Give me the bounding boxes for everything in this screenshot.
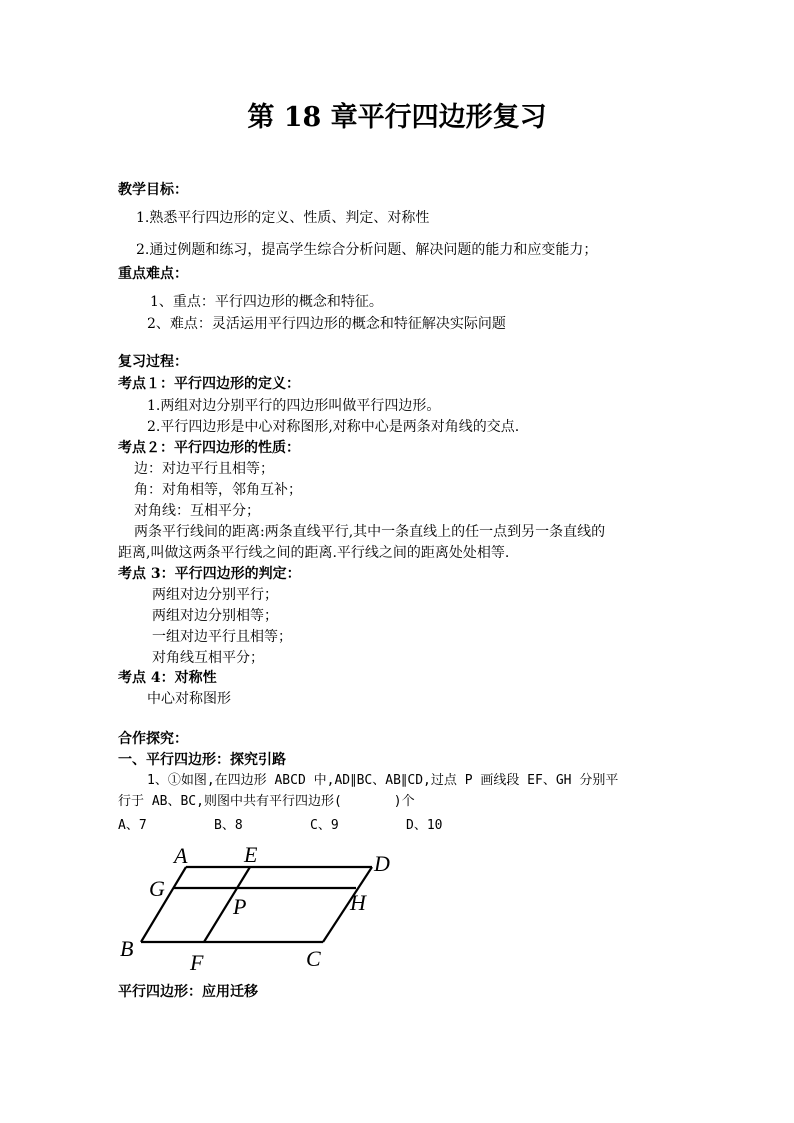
keypoint-item: 2、难点：灵活运用平行四边形的概念和特征解决实际问题 — [147, 316, 506, 332]
question-line: 1、①如图,在四边形 ABCD 中,AD∥BC、AB∥CD,过点 P 画线段 EF、GH 分别平 — [147, 773, 619, 788]
point2-item: 角：对角相等，邻角互补； — [134, 482, 302, 498]
review-heading: 复习过程： — [118, 354, 188, 370]
point3-item: 两组对边分别平行； — [152, 587, 278, 603]
objectives-heading: 教学目标： — [118, 182, 188, 198]
point3-heading: 考点 3：平行四边形的判定： — [118, 566, 301, 582]
label-d: D — [374, 851, 390, 876]
point4-item: 中心对称图形 — [147, 691, 231, 707]
question-line: 行于 AB、BC,则图中共有平行四边形( )个 — [118, 794, 415, 809]
page-title: 第 18 章平行四边形复习 — [247, 102, 547, 133]
section1-heading: 一、平行四边形：探究引路 — [118, 752, 286, 768]
keypoint-item: 1、重点：平行四边形的概念和特征。 — [150, 294, 383, 310]
point2-item: 边：对边平行且相等； — [134, 461, 274, 477]
point4-heading: 考点 4：对称性 — [118, 670, 217, 686]
point2-distance-line: 两条平行线间的距离:两条直线平行,其中一条直线上的任一点到另一条直线的 — [134, 524, 606, 540]
point2-distance-line: 距离,叫做这两条平行线之间的距离.平行线之间的距离处处相等. — [118, 545, 510, 561]
keypoints-heading: 重点难点： — [118, 266, 188, 282]
option-c: C、9 — [310, 818, 339, 833]
point1-item: 2.平行四边形是中心对称图形,对称中心是两条对角线的交点. — [147, 419, 520, 435]
parallelogram-figure — [116, 836, 406, 978]
explore-heading: 合作探究： — [118, 731, 188, 747]
objective-item: 2.通过例题和练习，提高学生综合分析问题、解决问题的能力和应变能力； — [136, 242, 598, 258]
point2-heading: 考点２：平行四边形的性质： — [118, 440, 300, 456]
label-e: E — [244, 842, 258, 867]
section2-heading: 平行四边形：应用迁移 — [118, 984, 258, 1000]
point1-heading: 考点１：平行四边形的定义： — [118, 376, 300, 392]
label-a: A — [174, 843, 188, 868]
label-p: P — [233, 894, 247, 919]
objective-item: 1.熟悉平行四边形的定义、性质、判定、对称性 — [136, 210, 430, 226]
label-c: C — [306, 946, 321, 971]
label-h: H — [350, 890, 366, 915]
option-b: B、8 — [214, 818, 243, 833]
point2-item: 对角线：互相平分； — [134, 503, 260, 519]
point3-item: 一组对边平行且相等； — [152, 629, 292, 645]
point3-item: 两组对边分别相等； — [152, 608, 278, 624]
point3-item: 对角线互相平分； — [152, 650, 264, 666]
label-f: F — [190, 950, 204, 975]
option-d: D、10 — [406, 818, 443, 833]
option-a: A、7 — [118, 818, 147, 833]
label-b: B — [120, 936, 134, 961]
point1-item: 1.两组对边分别平行的四边形叫做平行四边形。 — [147, 398, 441, 414]
label-g: G — [149, 876, 165, 901]
